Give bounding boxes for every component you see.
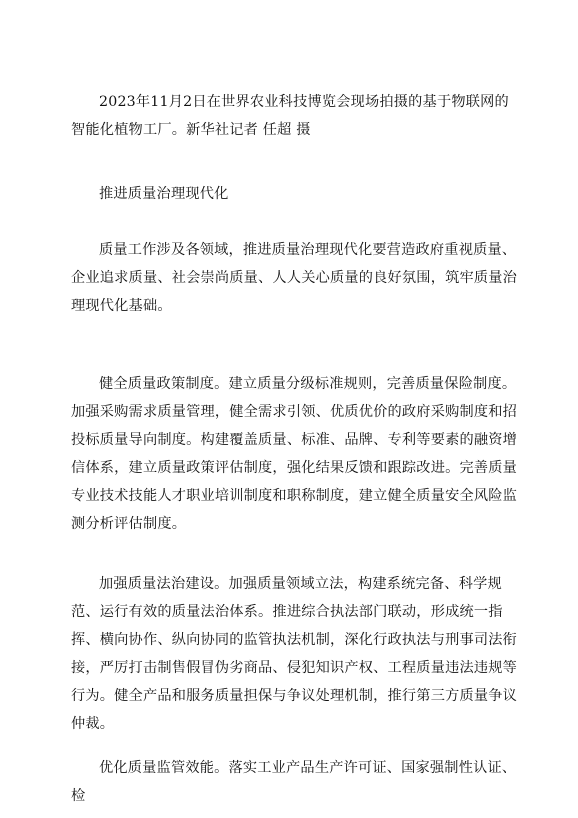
section-heading: 推进质量治理现代化 [99, 186, 229, 202]
paragraph-supervision: 优化质量监管效能。落实工业产品生产许可证、国家强制性认证、检 [71, 760, 517, 804]
paragraph-law: 加强质量法治建设。加强质量领域立法，构建系统完备、科学规范、运行有效的质量法治体系。推进综合执法部门联动，形成统一指挥、横向协作、纵向协同的监管执法机制，深化行政执法与刑事司法衔接，严厉打击制售假冒伪劣商品、侵犯知识产权、工程质量违法违规等行为。健全产品和服务质量担保与争议处理机制，推行第三方质量争议仲裁。 [71, 576, 518, 732]
paragraph-intro: 质量工作涉及各领域，推进质量治理现代化要营造政府重视质量、企业追求质量、社会崇尚质量、人人关心质量的良好氛围，筑牢质量治理现代化基础。 [71, 242, 518, 314]
photo-caption: 2023年11月2日在世界农业科技博览会现场拍摄的基于物联网的智能化植物工厂。新华社记者 任超 摄 [71, 94, 509, 138]
paragraph-policy: 健全质量政策制度。建立质量分级标准规则，完善质量保险制度。加强采购需求质量管理，健全需求引领、优质优价的政府采购制度和招投标质量导向制度。构建覆盖质量、标准、品牌、专利等要素的融资增信体系，建立质量政策评估制度，强化结果反馈和跟踪改进。完善质量专业技术技能人才职业培训制度和职称制度，建立健全质量安全风险监测分析评估制度。 [71, 376, 518, 532]
